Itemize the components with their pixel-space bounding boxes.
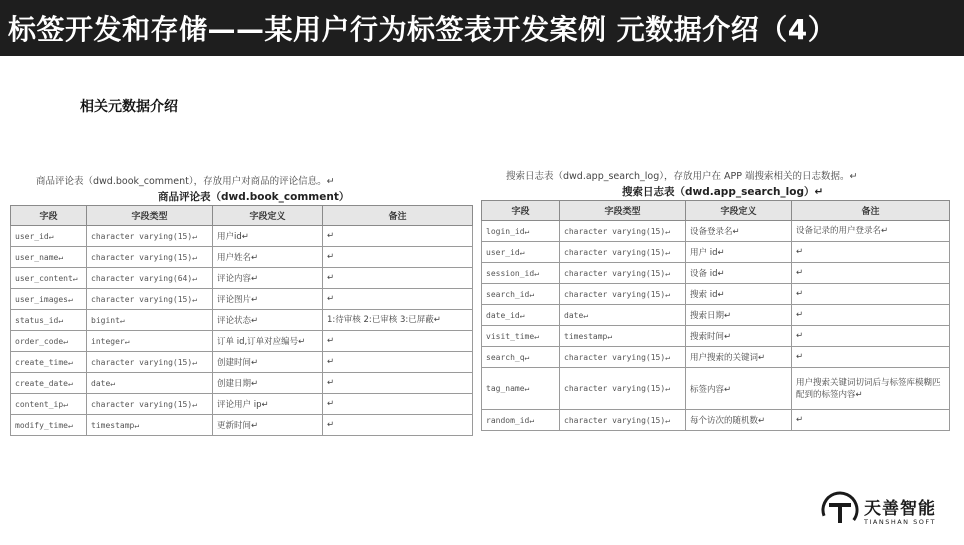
table-row — [11, 331, 473, 352]
cell-type: character varying(15)↵ — [87, 247, 213, 268]
cell-type: character varying(15)↵ — [560, 263, 686, 284]
table-row — [11, 268, 473, 289]
tianshan-logo-icon — [820, 490, 860, 530]
cell-type: timestamp↵ — [87, 415, 213, 436]
cell-field: random_id↵ — [482, 410, 560, 431]
column-header-field: 字段 — [482, 201, 560, 221]
cell-type: character varying(15)↵ — [87, 289, 213, 310]
cell-field: modify_time↵ — [11, 415, 87, 436]
cell-definition: 评论内容↵ — [213, 268, 323, 289]
app-search-log-table — [481, 200, 950, 431]
cell-definition: 订单 id,订单对应编号↵ — [213, 331, 323, 352]
page-title: 标签开发和存储——某用户行为标签表开发案例 元数据介绍（4） — [8, 13, 837, 46]
right-caption: 搜索日志表（dwd.app_search_log），存放用户在 APP 端搜索相关的日志数据。↵ — [506, 171, 858, 182]
column-header-note: 备注 — [323, 206, 473, 226]
column-header-definition: 字段定义 — [213, 206, 323, 226]
cell-type: character varying(15)↵ — [560, 242, 686, 263]
cell-note: 用户搜索关键词切词后与标签库模糊匹配到的标签内容↵ — [792, 368, 950, 410]
cell-definition: 评论图片↵ — [213, 289, 323, 310]
cell-field: date_id↵ — [482, 305, 560, 326]
cell-definition: 评论用户 ip↵ — [213, 394, 323, 415]
cell-note: ↵ — [792, 305, 950, 326]
cell-type: character varying(15)↵ — [560, 410, 686, 431]
cell-type: date↵ — [87, 373, 213, 394]
cell-type: character varying(15)↵ — [87, 394, 213, 415]
cell-note: ↵ — [323, 247, 473, 268]
cell-note: 设备记录的用户登录名↵ — [792, 221, 950, 242]
cell-note: ↵ — [323, 373, 473, 394]
cell-type: character varying(15)↵ — [560, 284, 686, 305]
cell-field: create_date↵ — [11, 373, 87, 394]
table-row — [482, 221, 950, 242]
cell-note: ↵ — [323, 352, 473, 373]
cell-field: user_content↵ — [11, 268, 87, 289]
table-row — [482, 368, 950, 410]
cell-type: bigint↵ — [87, 310, 213, 331]
cell-type: timestamp↵ — [560, 326, 686, 347]
cell-definition: 更新时间↵ — [213, 415, 323, 436]
cell-note: ↵ — [323, 226, 473, 247]
cell-definition: 搜索日期↵ — [686, 305, 792, 326]
cell-definition: 设备 id↵ — [686, 263, 792, 284]
cell-definition: 设备登录名↵ — [686, 221, 792, 242]
cell-definition: 评论状态↵ — [213, 310, 323, 331]
cell-type: character varying(15)↵ — [87, 226, 213, 247]
section-heading: 相关元数据介绍 — [80, 99, 178, 115]
cell-field: create_time↵ — [11, 352, 87, 373]
column-header-field: 字段 — [11, 206, 87, 226]
cell-type: character varying(15)↵ — [560, 221, 686, 242]
cell-note: ↵ — [323, 289, 473, 310]
cell-note: ↵ — [323, 415, 473, 436]
cell-field: search_id↵ — [482, 284, 560, 305]
cell-type: integer↵ — [87, 331, 213, 352]
cell-definition: 创建日期↵ — [213, 373, 323, 394]
cell-note: 1:待审核 2:已审核 3:已屏蔽↵ — [323, 310, 473, 331]
cell-definition: 搜索 id↵ — [686, 284, 792, 305]
cell-field: login_id↵ — [482, 221, 560, 242]
cell-note: ↵ — [792, 263, 950, 284]
column-header-type: 字段类型 — [560, 201, 686, 221]
cell-definition: 每个访次的随机数↵ — [686, 410, 792, 431]
left-caption: 商品评论表（dwd.book_comment），存放用户对商品的评论信息。↵ — [36, 176, 335, 187]
cell-field: user_images↵ — [11, 289, 87, 310]
cell-note: ↵ — [792, 326, 950, 347]
cell-definition: 用户搜索的关键词↵ — [686, 347, 792, 368]
table-row — [11, 394, 473, 415]
table-row — [482, 410, 950, 431]
logo-name-en: TIANSHAN SOFT — [864, 518, 936, 526]
table-row — [11, 247, 473, 268]
column-header-definition: 字段定义 — [686, 201, 792, 221]
table-row — [482, 305, 950, 326]
cell-definition: 标签内容↵ — [686, 368, 792, 410]
left-table-title: 商品评论表（dwd.book_comment） — [158, 191, 350, 203]
logo-name-cn: 天善智能 — [864, 499, 936, 519]
cell-field: user_name↵ — [11, 247, 87, 268]
column-header-type: 字段类型 — [87, 206, 213, 226]
brand-logo — [820, 490, 936, 530]
table-header-row — [11, 206, 473, 226]
table-row — [11, 373, 473, 394]
cell-note: ↵ — [323, 394, 473, 415]
title-bar — [0, 0, 964, 56]
table-row — [11, 352, 473, 373]
cell-field: visit_time↵ — [482, 326, 560, 347]
cell-field: user_id↵ — [11, 226, 87, 247]
table-header-row — [482, 201, 950, 221]
cell-definition: 用户id↵ — [213, 226, 323, 247]
table-row — [11, 226, 473, 247]
cell-type: date↵ — [560, 305, 686, 326]
table-row — [482, 347, 950, 368]
column-header-note: 备注 — [792, 201, 950, 221]
cell-definition: 用户 id↵ — [686, 242, 792, 263]
cell-note: ↵ — [792, 242, 950, 263]
cell-type: character varying(15)↵ — [560, 368, 686, 410]
cell-field: search_q↵ — [482, 347, 560, 368]
cell-type: character varying(15)↵ — [560, 347, 686, 368]
table-row — [11, 289, 473, 310]
table-row — [482, 242, 950, 263]
cell-field: order_code↵ — [11, 331, 87, 352]
cell-type: character varying(64)↵ — [87, 268, 213, 289]
cell-field: session_id↵ — [482, 263, 560, 284]
table-row — [482, 284, 950, 305]
cell-note: ↵ — [792, 347, 950, 368]
cell-type: character varying(15)↵ — [87, 352, 213, 373]
table-row — [11, 415, 473, 436]
table-row — [482, 263, 950, 284]
cell-definition: 创建时间↵ — [213, 352, 323, 373]
cell-note: ↵ — [323, 331, 473, 352]
cell-note: ↵ — [792, 284, 950, 305]
cell-field: tag_name↵ — [482, 368, 560, 410]
table-row — [482, 326, 950, 347]
table-row — [11, 310, 473, 331]
cell-definition: 搜索时间↵ — [686, 326, 792, 347]
cell-field: user_id↵ — [482, 242, 560, 263]
book-comment-table — [10, 205, 473, 436]
cell-definition: 用户姓名↵ — [213, 247, 323, 268]
cell-note: ↵ — [323, 268, 473, 289]
right-table-title: 搜索日志表（dwd.app_search_log）↵ — [622, 186, 824, 198]
cell-field: status_id↵ — [11, 310, 87, 331]
cell-field: content_ip↵ — [11, 394, 87, 415]
cell-note: ↵ — [792, 410, 950, 431]
